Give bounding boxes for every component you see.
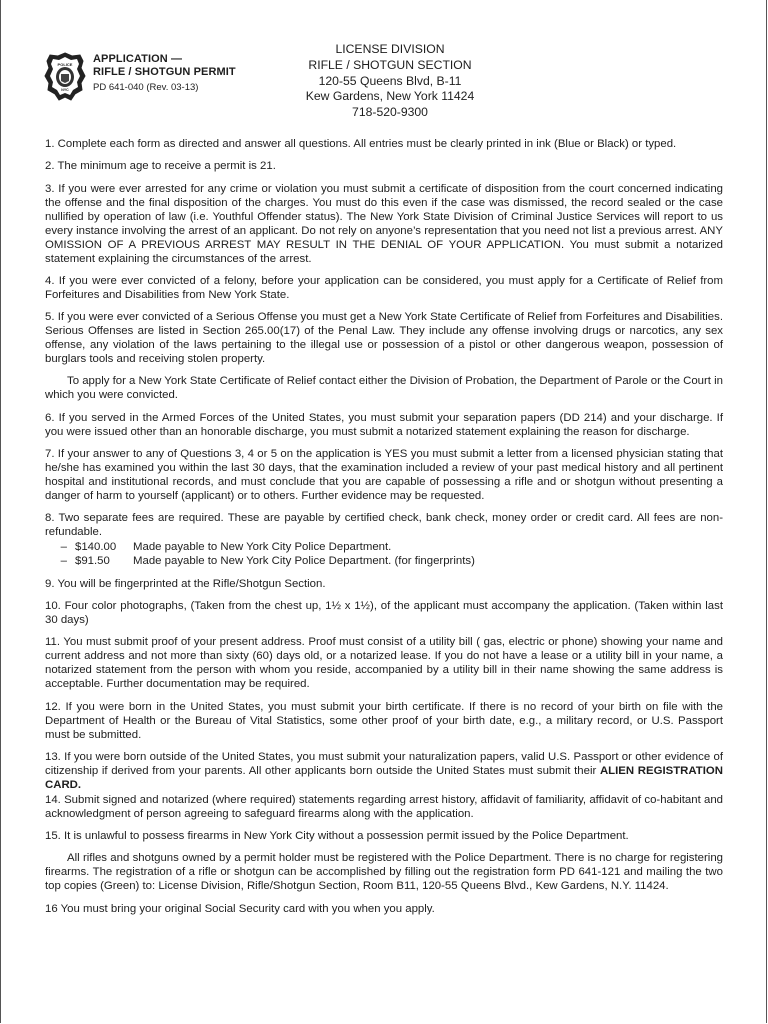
fee-description: Made payable to New York City Police Department.: [133, 541, 392, 554]
fee-description: Made payable to New York City Police Department. (for fingerprints): [133, 555, 475, 568]
instruction-16: 16 You must bring your original Social Security card with you when you apply.: [45, 902, 435, 915]
form-number: PD 641-040 (Rev. 03-13): [93, 82, 199, 93]
instruction-13: [45, 750, 723, 792]
instruction-5-note: To apply for a New York State Certificate of Relief contact either the Division of Probation, the Department of Parole or the Court in which you were convicted.: [45, 375, 723, 402]
instruction-3: 3. If you were ever arrested for any crime or violation you must submit a certificate of disposition from the court concerned indicating the offense and the final disposition of the charges. You must do this even if the case was dismissed, the record sealed or the case nullified by operation of law (i.e. Youthful Offender status). The New York State Division of Criminal Justice Services will report to us every instance involving the arrest of an applicant. Do not rely on anyone’s representation that you need not list a previous arrest. ANY OMISSION OF A PREVIOUS ARREST MAY RESULT IN THE DENIAL OF YOUR APPLICATION. You must submit a notarized statement explaining the circumstances of the arrest.: [45, 182, 723, 265]
fee-amount: $140.00: [75, 541, 117, 554]
badge-mid-text: NYC: [61, 88, 69, 92]
address-line-city: Kew Gardens, New York 11424: [305, 89, 475, 104]
instruction-6: 6. If you served in the Armed Forces of the United States, you must submit your separation papers (DD 214) and your discharge. If you were issued other than an honorable discharge, you must submit a notarized statement explaining the reason for discharge.: [45, 411, 723, 438]
fee-dash: –: [60, 541, 67, 554]
fee-dash: –: [60, 555, 67, 568]
fee-item: [45, 554, 723, 568]
instruction-11: 11. You must submit proof of your present address. Proof must consist of a utility bill ( gas, electric or phone) showing your name and current address and not more than sixty (60) days old, or a notarized lease. If you do not have a lease or a utility bill in your name, a notarized statement from the person with whom you reside, accompanied by a utility bill in their name showing the same address is acceptable. Further documentation may be required.: [45, 636, 723, 691]
instruction-7: 7. If your answer to any of Questions 3, 4 or 5 on the application is YES you must submit a letter from a licensed physician stating that he/she has examined you within the last 30 days, that the examination included a review of your past medical history and all pertinent hospital and institutional records, and must conclude that you are capable of possessing a rifle and or shotgun without presenting a danger of harm to yourself (applicant) or to others. Further evidence may be requested.: [45, 448, 723, 503]
fee-item: [45, 540, 723, 554]
instruction-10: 10. Four color photographs, (Taken from the chest up, 1½ x 1½), of the applicant must accompany the application. (Taken within last 30 days): [45, 599, 723, 626]
instruction-8: 8. Two separate fees are required. These are payable by certified check, bank check, money order or credit card. All fees are non-refundable.: [45, 512, 723, 539]
instruction-5: 5. If you were ever convicted of a Serious Offense you must get a New York State Certificate of Relief from Forfeitures and Disabilities. Serious Offenses are listed in Section 265.00(17) of the Penal Law. They include any offense involving drugs or narcotics, any sex offense, any violation of the laws pertaining to the illegal use or possession of a pistol or other dangerous weapon, possession of burglars tools and receiving stolen property.: [45, 311, 723, 366]
form-title-line1: APPLICATION —: [93, 53, 183, 65]
instruction-9: 9. You will be fingerprinted at the Rifle/Shotgun Section.: [45, 577, 326, 590]
instruction-2: 2. The minimum age to receive a permit is 21.: [45, 160, 276, 173]
instruction-13-text: 13. If you were born outside of the United States, you must submit your naturalization papers, valid U.S. Passport or other evidence of citizenship if derived from your parents. All other applicants born outside the United States must submit their: [45, 750, 723, 777]
address-line-phone: 718-520-9300: [352, 105, 428, 120]
form-title-line2: RIFLE / SHOTGUN PERMIT: [93, 66, 236, 78]
address-line-division: LICENSE DIVISION: [335, 42, 445, 56]
badge-top-text: POLICE: [57, 62, 73, 67]
alien-registration-card-text: ALIEN REGISTRATION CARD.: [45, 764, 723, 791]
form-title-block: [93, 53, 236, 93]
instructions-body: [45, 137, 723, 924]
office-address: [250, 42, 530, 121]
instruction-15: 15. It is unlawful to possess firearms in New York City without a possession permit issued by the Police Department.: [45, 830, 629, 843]
fee-amount: $91.50: [75, 555, 110, 568]
instruction-15-note: All rifles and shotguns owned by a permit holder must be registered with the Police Department. There is no charge for registering firearms. The registration of a rifle or shotgun can be accomplished by filling out the registration form PD 641-121 and mailing the two top copies (Green) to: License Division, Rifle/Shotgun Section, Room B11, 120-55 Queens Blvd., Kew Gardens, N.Y. 11424.: [45, 852, 723, 893]
fee-list: [45, 540, 723, 568]
police-badge-icon: [44, 52, 86, 102]
instruction-4: 4. If you were ever convicted of a felony, before your application can be considered, you must apply for a Certificate of Relief from Forfeitures and Disabilities from New York State.: [45, 274, 723, 301]
instruction-14: 14. Submit signed and notarized (where required) statements regarding arrest history, affidavit of familiarity, affidavit of co-habitant and acknowledgment of person agreeing to safeguard firearms along with the application.: [45, 793, 723, 820]
address-line-section: RIFLE / SHOTGUN SECTION: [308, 57, 472, 72]
instruction-12: 12. If you were born in the United States, you must submit your birth certificate. If there is no record of your birth on file with the Department of Health or the Bureau of Vital Statistics, some other proof of your birth date, e.g., a military record, or U.S. Passport must be submitted.: [45, 700, 723, 741]
instruction-1: 1. Complete each form as directed and answer all questions. All entries must be clearly printed in ink (Blue or Black) or typed.: [45, 138, 677, 150]
address-line-street: 120-55 Queens Blvd, B-11: [318, 73, 462, 88]
